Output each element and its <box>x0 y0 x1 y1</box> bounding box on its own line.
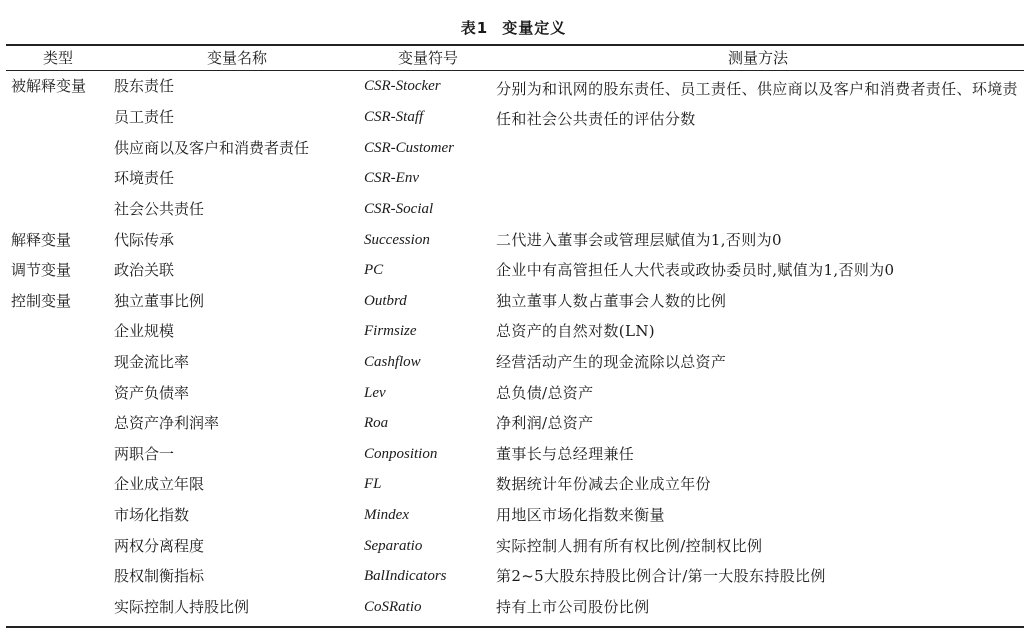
cell-symbol: Mindex <box>364 507 409 524</box>
variable-definition-table <box>6 46 1024 622</box>
cell-method: 用地区市场化指数来衡量 <box>496 506 665 525</box>
cell-type: 控制变量 <box>11 291 72 310</box>
cell-name: 市场化指数 <box>114 506 190 525</box>
cell-name: 股权制衡指标 <box>114 567 205 586</box>
table-row <box>6 469 1024 500</box>
cell-method: 分别为和讯网的股东责任、员工责任、供应商以及客户和消费者责任、环境责任和社会公共责任的评估分数 <box>496 80 1018 128</box>
header-row <box>6 46 1024 70</box>
header-method: 测量方法 <box>727 49 788 67</box>
header-name: 变量名称 <box>206 49 267 67</box>
cell-name: 实际控制人持股比例 <box>114 597 250 616</box>
cell-method: 二代进入董事会或管理层赋值为1,否则为0 <box>496 230 782 249</box>
table-row <box>6 561 1024 592</box>
cell-type <box>6 469 110 500</box>
table-row <box>6 500 1024 531</box>
cell-symbol: CSR-Customer <box>364 139 454 156</box>
table-number: 表1 <box>460 19 489 37</box>
table-row <box>6 377 1024 408</box>
cell-symbol: CSR-Env <box>364 170 419 187</box>
cell-method: 第2~5大股东持股比例合计/第一大股东持股比例 <box>496 567 826 586</box>
cell-type <box>6 408 110 439</box>
table-row <box>6 439 1024 470</box>
cell-method: 企业中有高管担任人大代表或政协委员时,赋值为1,否则为0 <box>496 261 895 280</box>
cell-symbol: CSR-Staff <box>364 109 424 126</box>
cell-type <box>6 561 110 592</box>
cell-type: 解释变量 <box>11 230 72 249</box>
cell-name: 现金流比率 <box>114 353 190 372</box>
cell-method: 总负债/总资产 <box>496 383 594 402</box>
cell-name: 独立董事比例 <box>114 291 205 310</box>
cell-method: 董事长与总经理兼任 <box>496 444 635 463</box>
table-row <box>6 316 1024 347</box>
cell-symbol: PC <box>364 262 384 279</box>
table-row <box>6 286 1024 317</box>
cell-type <box>6 500 110 531</box>
cell-symbol: FL <box>364 476 382 493</box>
header-symbol: 变量符号 <box>397 49 458 67</box>
cell-symbol: CoSRatio <box>364 598 422 615</box>
cell-symbol: Conposition <box>364 445 438 462</box>
cell-type <box>6 133 110 164</box>
cell-method: 总资产的自然对数(LN) <box>496 322 655 341</box>
cell-symbol: Separatio <box>364 537 423 554</box>
cell-name: 企业规模 <box>114 322 175 341</box>
cell-name: 社会公共责任 <box>114 200 205 219</box>
cell-symbol: Succession <box>364 231 430 248</box>
cell-name: 两权分离程度 <box>114 536 205 555</box>
cell-type <box>6 102 110 133</box>
cell-name: 企业成立年限 <box>114 475 205 494</box>
table-row <box>6 255 1024 286</box>
cell-symbol: Outbrd <box>364 292 407 309</box>
table-row <box>6 592 1024 623</box>
cell-type <box>6 439 110 470</box>
cell-name: 股东责任 <box>114 77 175 95</box>
cell-method: 数据统计年份减去企业成立年份 <box>496 475 711 494</box>
cell-type: 调节变量 <box>11 261 72 280</box>
cell-type <box>6 347 110 378</box>
cell-symbol: Cashflow <box>364 354 421 371</box>
table-title: 变量定义 <box>502 19 567 37</box>
cell-name: 两职合一 <box>114 444 175 463</box>
cell-name: 环境责任 <box>114 169 175 188</box>
cell-method: 持有上市公司股份比例 <box>496 597 650 616</box>
header-type: 类型 <box>42 49 73 67</box>
cell-method: 实际控制人拥有所有权比例/控制权比例 <box>496 536 763 555</box>
table-row <box>6 530 1024 561</box>
bottom-rule <box>6 626 1024 628</box>
cell-name: 资产负债率 <box>114 383 190 402</box>
cell-method: 独立董事人数占董事会人数的比例 <box>496 291 727 310</box>
cell-type <box>6 592 110 623</box>
cell-symbol: Roa <box>364 415 389 432</box>
cell-type <box>6 194 110 225</box>
cell-name: 总资产净利润率 <box>114 414 220 433</box>
cell-symbol: Firmsize <box>364 323 417 340</box>
table-row <box>6 408 1024 439</box>
cell-symbol: BalIndicators <box>364 568 447 585</box>
cell-symbol: Lev <box>364 384 386 401</box>
cell-name: 政治关联 <box>114 261 175 280</box>
cell-name: 代际传承 <box>114 230 175 249</box>
table-row <box>6 224 1024 255</box>
cell-type <box>6 530 110 561</box>
cell-symbol: CSR-Social <box>364 201 434 218</box>
cell-symbol: CSR-Stocker <box>364 78 441 94</box>
cell-type <box>6 163 110 194</box>
table-row <box>6 70 1024 102</box>
cell-name: 员工责任 <box>114 108 175 127</box>
cell-type: 被解释变量 <box>11 77 87 95</box>
cell-method: 经营活动产生的现金流除以总资产 <box>496 353 727 372</box>
cell-method: 净利润/总资产 <box>496 414 594 433</box>
cell-type <box>6 377 110 408</box>
cell-type <box>6 316 110 347</box>
cell-name: 供应商以及客户和消费者责任 <box>114 138 310 157</box>
table-caption <box>0 18 1027 38</box>
table-row <box>6 347 1024 378</box>
